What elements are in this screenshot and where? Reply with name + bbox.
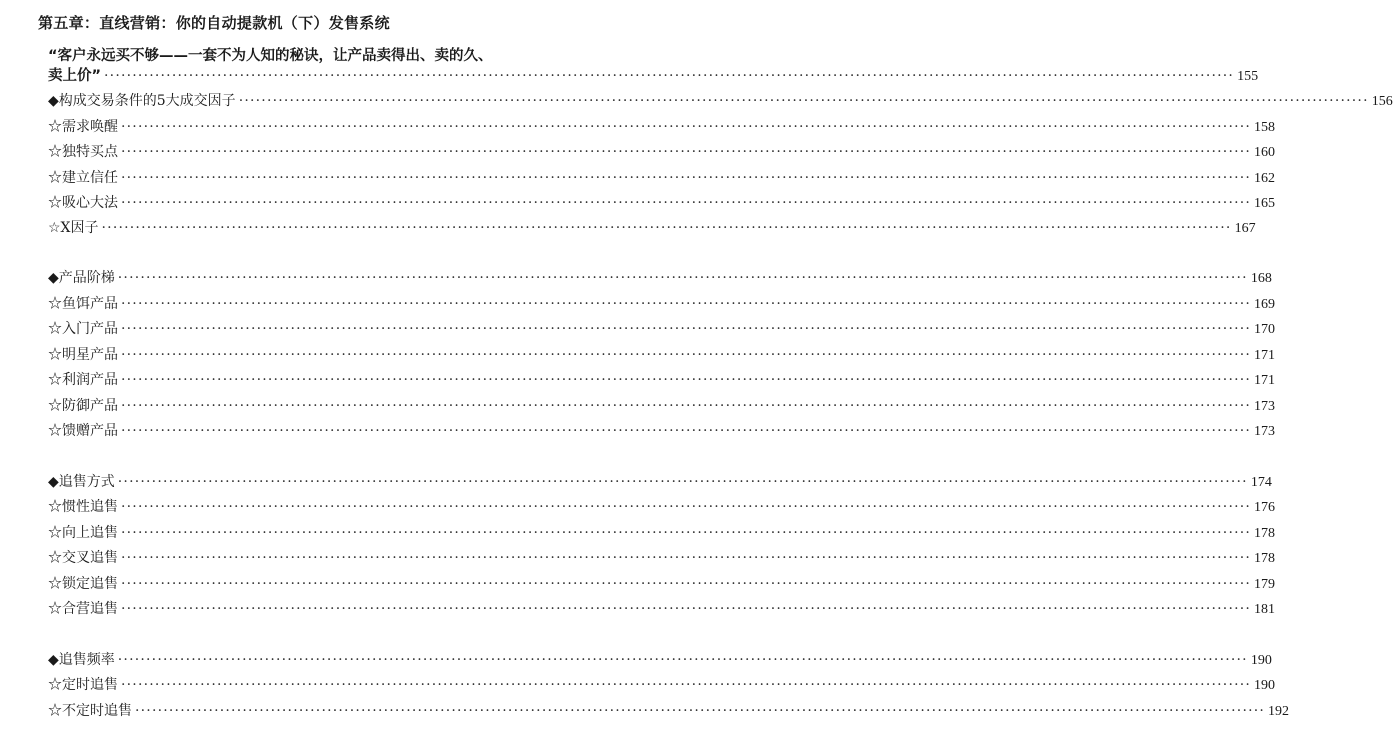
page-number: 173 — [1254, 399, 1276, 414]
toc-entry — [48, 370, 1276, 390]
toc-entry — [48, 396, 1276, 416]
dot-leader: ········································································································································································································ — [121, 144, 1252, 160]
toc-entry — [48, 142, 1276, 162]
toc-entry — [48, 345, 1276, 365]
page-number: 167 — [1234, 221, 1256, 236]
page-number: 190 — [1254, 678, 1276, 693]
page-number: 173 — [1254, 424, 1276, 439]
entry-label: ☆利润产品 — [48, 372, 118, 388]
dot-leader: ········································································································································································································ — [135, 703, 1266, 719]
entry-label: ☆鱼饵产品 — [48, 296, 118, 312]
dot-leader: ········································································································································································································ — [121, 195, 1252, 211]
dot-leader: ········································································································································································································ — [117, 474, 1248, 490]
toc-entry — [48, 268, 1272, 288]
dot-leader: ········································································································································································································ — [121, 170, 1252, 186]
page-number: 162 — [1254, 171, 1276, 186]
toc-entry — [48, 168, 1276, 188]
page-number: 181 — [1254, 602, 1276, 617]
page-number: 179 — [1254, 577, 1276, 592]
dot-leader: ········································································································································································································ — [121, 525, 1252, 541]
page-number: 192 — [1268, 704, 1290, 719]
toc-entry — [48, 218, 1256, 238]
dot-leader: ········································································································································································································ — [121, 321, 1252, 337]
entry-label: ◆追售方式 — [48, 474, 115, 490]
chapter-subtitle-entry — [48, 66, 1259, 86]
page-number: 178 — [1254, 551, 1276, 566]
page-number: 169 — [1254, 297, 1276, 312]
page-number: 155 — [1237, 69, 1259, 84]
dot-leader: ········································································································································································································ — [121, 119, 1252, 135]
dot-leader: ········································································································································································································ — [121, 677, 1252, 693]
chapter-title: 第五章：直线营销：你的自动提款机（下）发售系统 — [38, 14, 390, 32]
dot-leader: ········································································································································································································ — [117, 652, 1248, 668]
entry-label: ☆惯性追售 — [48, 499, 118, 515]
toc-entry — [48, 193, 1276, 213]
page-number: 174 — [1250, 475, 1272, 490]
entry-label: ◆产品阶梯 — [48, 270, 115, 286]
page-number: 168 — [1250, 271, 1272, 286]
toc-entry — [48, 701, 1290, 721]
entry-label: ☆定时追售 — [48, 677, 118, 693]
dot-leader: ········································································································································································································ — [238, 93, 1369, 109]
toc-entry — [48, 421, 1276, 441]
page-number: 165 — [1254, 196, 1276, 211]
entry-label: ☆建立信任 — [48, 170, 118, 186]
dot-leader: ········································································································································································································ — [121, 499, 1252, 515]
entry-label: ☆馈赠产品 — [48, 423, 118, 439]
toc-entry — [48, 497, 1276, 517]
entry-label: ☆X因子 — [48, 220, 99, 236]
toc-entry — [48, 523, 1276, 543]
toc-entry — [48, 91, 1393, 111]
toc-entry — [48, 117, 1276, 137]
dot-leader: ········································································································································································································ — [121, 398, 1252, 414]
entry-label: ☆合营追售 — [48, 601, 118, 617]
page-number: 176 — [1254, 500, 1276, 515]
entry-label: ☆防御产品 — [48, 398, 118, 414]
dot-leader: ········································································································································································································ — [121, 423, 1252, 439]
page-number: 190 — [1250, 653, 1272, 668]
dot-leader: ········································································································································································································ — [121, 347, 1252, 363]
entry-label: ☆需求唤醒 — [48, 119, 118, 135]
page-number: 160 — [1254, 145, 1276, 160]
dot-leader: ········································································································································································································ — [101, 220, 1232, 236]
chapter-subtitle-line1: “客户永远买不够——一套不为人知的秘诀，让产品卖得出、卖的久、 — [48, 48, 493, 64]
entry-label: ◆构成交易条件的5大成交因子 — [48, 93, 236, 109]
dot-leader: ········································································································································································································ — [117, 270, 1248, 286]
toc-entry — [48, 548, 1276, 568]
toc-entry — [48, 675, 1276, 695]
dot-leader: ········································································································································································································ — [121, 372, 1252, 388]
page-number: 170 — [1254, 322, 1276, 337]
chapter-subtitle-line2: 卖上价” — [48, 68, 102, 84]
dot-leader: ········································································································································································································ — [121, 296, 1252, 312]
toc-entry — [48, 599, 1276, 619]
dot-leader: ········································································································································································································ — [121, 576, 1252, 592]
toc-entry — [48, 294, 1276, 314]
page-number: 178 — [1254, 526, 1276, 541]
toc-entry — [48, 650, 1272, 670]
entry-label: ☆锁定追售 — [48, 576, 118, 592]
entry-label: ☆入门产品 — [48, 321, 118, 337]
toc-entry — [48, 574, 1276, 594]
dot-leader: ········································································································································································································ — [121, 550, 1252, 566]
toc-entry — [48, 472, 1272, 492]
dot-leader: ········································································································································································································ — [104, 68, 1235, 84]
entry-label: ☆交叉追售 — [48, 550, 118, 566]
entry-label: ◆追售频率 — [48, 652, 115, 668]
page-number: 171 — [1254, 348, 1276, 363]
page-number: 171 — [1254, 373, 1276, 388]
dot-leader: ········································································································································································································ — [121, 601, 1252, 617]
entry-label: ☆独特买点 — [48, 144, 118, 160]
entry-label: ☆向上追售 — [48, 525, 118, 541]
toc-entry — [48, 319, 1276, 339]
page-number: 158 — [1254, 120, 1276, 135]
page-number: 156 — [1371, 94, 1393, 109]
entry-label: ☆不定时追售 — [48, 703, 132, 719]
entry-label: ☆明星产品 — [48, 347, 118, 363]
entry-label: ☆吸心大法 — [48, 195, 118, 211]
